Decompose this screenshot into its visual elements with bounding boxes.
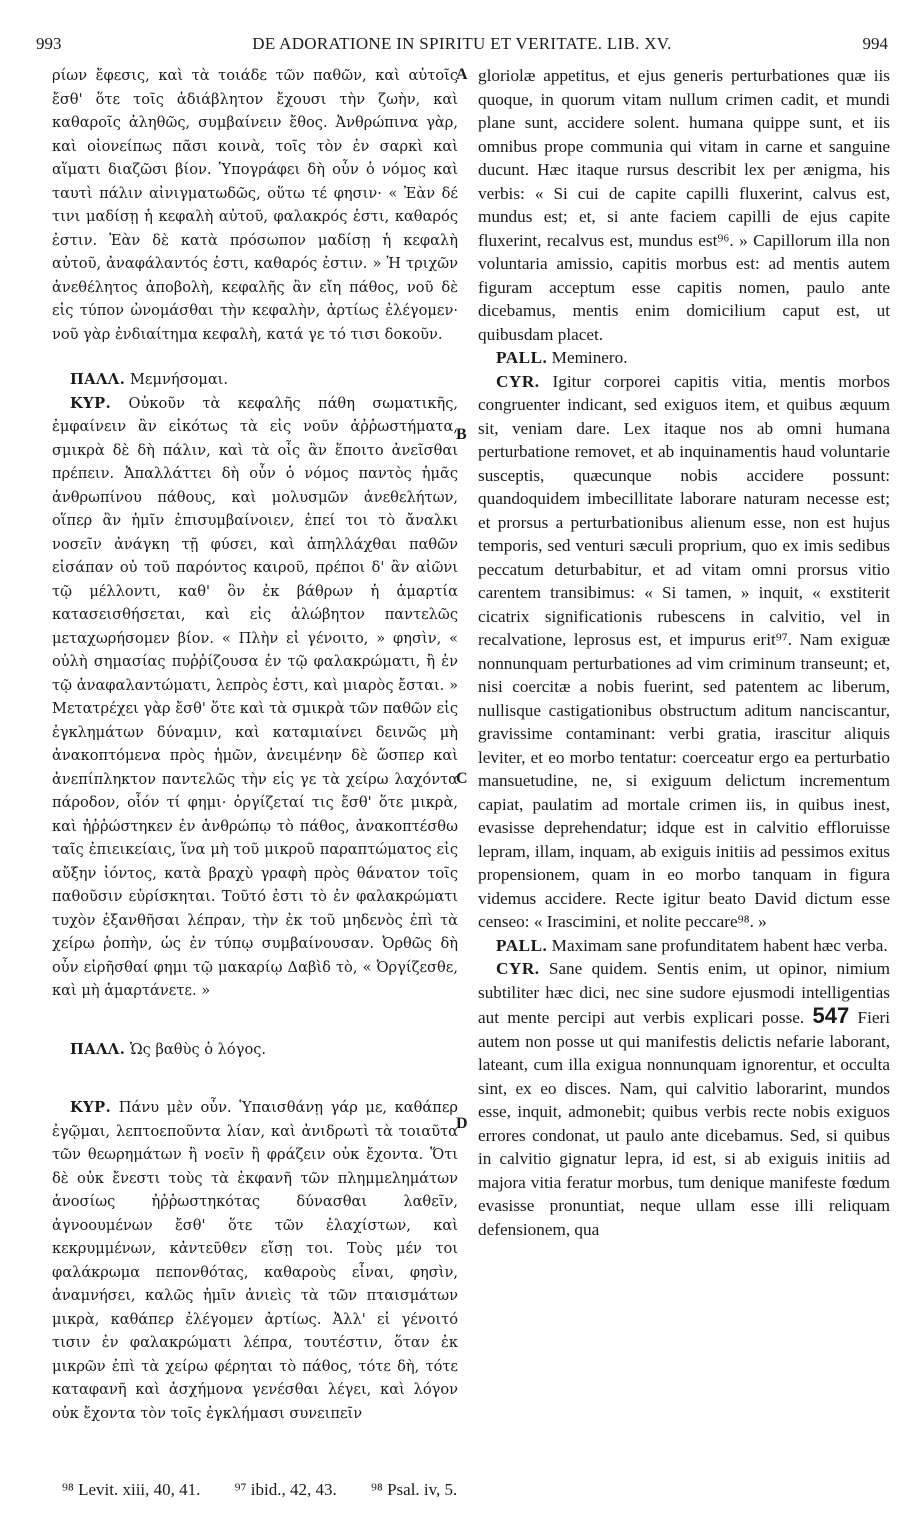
speaker-label: PALL. bbox=[496, 348, 548, 367]
footnote: ⁹⁸ Levit. xiii, 40, 41. bbox=[62, 1480, 201, 1499]
margin-letter-c: C bbox=[456, 770, 468, 787]
latin-paragraph bbox=[478, 934, 890, 958]
latin-paragraph bbox=[478, 370, 890, 934]
latin-paragraph bbox=[478, 346, 890, 370]
speaker-label: CYR. bbox=[496, 959, 540, 978]
running-title: DE ADORATIONE IN SPIRITU ET VERITATE. LIB. XV. bbox=[252, 34, 672, 53]
latin-column bbox=[478, 64, 890, 1241]
greek-text: Οὐκοῦν τὰ κεφαλῆς πάθη σωματικῆς, ἐμφαίνειν ἂν εἰκότως τὰ εἰς νοῦν ἀῤῥωστήματα, σμικρὰ δὲ δὴ πάλιν, καὶ τὰ οἷς ἂν ἕποιτο ἀνεῖσθαι πρέπειν. Ἀπαλλάττει δὴ οὖν ὁ νόμος παντὸς ἡμᾶς ἀνθρωπίνου πάθους, καὶ μολυσμῶν ἀνεθελήτων, οἵπερ ἂν ἡμῖν ἐπισυμβαίνοιεν, ἐπεί τοι τὸ ἄναλκι νοσεῖν ἀνάγκη τῇ φύσει, καὶ ἀπηλλάχθαι παθῶν εἰσάπαν οὐ τοῦ παρόντος καιροῦ, πρέποι δ' ἂν αἰῶνι τῷ μέλλοντι, καθ' ὃν ἐκ βάθρων ἡ ἁμαρτία κατασεισθήσεται, καὶ εἰς ἀλώβητον παντελῶς μεταχωρήσομεν βίον. « Πλὴν εἰ γένοιτο, » φησὶν, « οὐλὴ σημασίας πυῤῥίζουσα ἐν τῷ φαλακρώματι, ἢ ἐν τῷ ἀναφαλαντώματι, λεπρὸς ἐστι, καὶ μιαρὸς ἔσται. » Μετατρέχει γὰρ ἔσθ' ὅτε καὶ τὰ σμικρὰ τῶν παθῶν εἰς ἐγκλημάτων δύναμιν, καὶ καταμιαίνει δεινῶς μὴ ἀνακοπτόμενα πρὸς ἡμῶν, ἀνειμένην δὲ ὥσπερ καὶ ἀνεπίπληκτον παντελῶς τὴν εἰς γε τὰ χείρω λαχόντα πάροδον, οἷόν τί φημι· ὀργίζεταί τις ἔσθ' ὅτε μικρὰ, καὶ ἠῤῥώστηκεν ἐν ἀνθρώπῳ τὸ πάθος, ἀνακοπτέσθω ταῖς ἐπιεικείαις, ἵνα μὴ τοῦ μικροῦ παραπτώματος εἰς αὔξην ἰόντος, κατὰ βραχὺ γραφὴ πρὸς θάνατον τοῖς παθοῦσιν εὑρίσκηται. Τοῦτό ἐστι τὸ ἐν φαλακρώματι τυχὸν ἐξανθῆσαι λέπραν, τὴν ἐκ τοῦ μηδενὸς ἐπὶ τὰ χείρω ῥοπὴν, ὡς ἐν τύπῳ συμβαίνουσαν. Ὀρθῶς δὴ οὖν εἰρῆσθαί φημι τῷ μακαρίῳ Δαβὶδ τὸ, « Ὀργίζεσθε, καὶ μὴ ἁμαρτάνετε. » bbox=[52, 394, 459, 999]
speaker-label: ΠΑΛΛ. bbox=[70, 371, 126, 388]
column-number-marker: 547 bbox=[812, 1003, 850, 1028]
latin-text: Meminero. bbox=[551, 348, 628, 367]
latin-paragraph bbox=[478, 957, 890, 1241]
latin-paragraph: gloriolæ appetitus, et ejus generis perturbationes quæ iis quoque, in quorum vitam nullum crimen cadit, et mundi plane sunt, accidere solent. humana quippe sunt, et iis omnibus prope communia qui vitam in carne et sanguine ducunt. Hæc itaque rursus describit lex per ænigma, his verbis: « Si cui de capite capilli fluxerint, calvus est, mundus est; et, si ante faciem capilli de ejus capite fluxerint, recalvus est, mundus est⁹⁶. » Capillorum illa non voluntaria amissio, capitis morbus est: ad mentis autem figuram acceptum esse capitis nomen, paulo ante dicebamus, mentis enim domicilium caput est, ut quibusdam placet. bbox=[478, 66, 890, 344]
greek-column bbox=[52, 64, 458, 1425]
speaker-label: CYR. bbox=[496, 371, 540, 391]
greek-text: Μεμνήσομαι. bbox=[129, 371, 229, 388]
greek-paragraph bbox=[52, 1038, 458, 1062]
greek-paragraph: ρίων ἔφεσις, καὶ τὰ τοιάδε τῶν παθῶν, καὶ αὐτοῖς ἔσθ' ὅτε τοῖς ἀδιάβλητον ἔχουσι τὴν ζωὴν, καὶ καθαροῖς ἀληθῶς, συμβαίνειν ἔθος. Ἀνθρώπινα γὰρ, καὶ οἰονείπως πᾶσι κοινὰ, τοῖς τὸν ἐν σαρκὶ καὶ αἵματι διαζῶσι βίον. Ὑπογράφει δὴ οὖν ὁ νόμος καὶ ταυτὶ πάλιν αἰνιγματωδῶς, οὕτω τέ φησιν· « Ἐὰν δέ τινι μαδίσῃ ἡ κεφαλὴ αὐτοῦ, φαλακρός ἐστι, καθαρός ἐστιν. Ἐὰν δὲ κατὰ πρόσωπον μαδίσῃ ἡ κεφαλὴ αὐτοῦ, ἀναφάλαντός ἐστι, καθαρός ἐστιν. » Ἡ τριχῶν ἀνεθέλητος ἀποβολὴ, κεφαλῆς ἂν εἴη πάθος, νοῦ δὲ εἰς τύπον ὠνομάσθαι τὴν κεφαλὴν, ἀρτίως ἐλέγομεν· νοῦ γὰρ ἐνδιαίτημα κεφαλὴ, κατά γε τό τισι δοκοῦν. bbox=[52, 67, 458, 343]
latin-text: Igitur corporei capitis vitia, mentis morbos congruenter indicant, sed exiguos item, et quibus æquum sit, veniam dare. Lex itaque nos ab omni humana perturbatione removet, et ab inquinamentis haud voluntarie susceptis, quæcunque nobis accidere possunt: quandoquidem imbecillitate laborare naturam necesse est; et prorsus a perturbationibus alienum esse, non est hujus temporis, sed venturi sæculi proprium, quo ex imis sedibus peccatum deturbabitur, et ad vitam omni prorsus vitio carentem transibimus: « Si tamen, » inquit, « exstiterit cicatrix significationis rubescens in calvitio, vel in recalvatione, leprosus est, et impurus erit⁹⁷. Nam exiguæ nonnunquam perturbationes ad vim criminum transeunt; et, nisi coercitæ a nobis fuerint, sed patentem ac liberum, nullisque castigationibus obstructum aditum nanciscantur, gravissime contaminant: verbi gratia, irascitur aliquis leviter, et eo morbo tentatur: coerceatur ergo ea perturbatio mansuetudine, ne, si exiguum delictum incrementum capiat, paulatim ad mortale crimen iis, in quibus inest, evasisse deprehendatur; idque est in calvitio effloruisse lepram, illam, inquam, ab exiguis initiis ad pessimos exitus propensionem, quam in eo morbo tanquam in figura videmus accidere. Recte igitur beato David dictum esse censeo: « Irascimini, et nolite peccare⁹⁸. » bbox=[478, 371, 890, 931]
margin-letter-b: B bbox=[456, 426, 467, 443]
greek-text: Ὡς βαθὺς ὁ λόγος. bbox=[129, 1040, 267, 1058]
speaker-label: ΚΥΡ. bbox=[70, 1099, 112, 1116]
greek-paragraph bbox=[52, 392, 458, 1003]
speaker-label: ΚΥΡ. bbox=[70, 394, 112, 412]
latin-text: Sane quidem. Sentis enim, ut opinor, nimium subtiliter hæc dici, nec sine sudore ejusmodi intelligentias aut mente percipi aut verbis explicari posse. bbox=[478, 959, 890, 1027]
latin-text: Maximam sane profunditatem habent hæc verba. bbox=[551, 935, 888, 955]
footnotes bbox=[62, 1480, 882, 1500]
page-number-right: 994 bbox=[862, 34, 888, 53]
running-header bbox=[36, 34, 888, 56]
speaker-label: PALL. bbox=[496, 935, 548, 955]
speaker-label: ΠΑΛΛ. bbox=[70, 1040, 126, 1058]
margin-letter-d: D bbox=[456, 1115, 468, 1132]
page-number-left: 993 bbox=[36, 34, 62, 53]
footnote: ⁹⁷ ibid., 42, 43. bbox=[234, 1480, 337, 1499]
greek-text: Πάνυ μὲν οὖν. Ὑπαισθάνῃ γάρ με, καθάπερ ἐγῷμαι, λεπτοεποῦντα λίαν, καὶ ἀνιδρωτὶ τὰ τοιαῦτα τῶν θεωρημάτων ἢ νοεῖν ἢ φράζειν οὐκ ἔχοντα. Ὅτι δὲ οὐκ ἔνεστι τοὺς τὰ ἐκφανῆ τῶν πλημμελημάτων ἀνοσίως ἠῤῥωστηκότας δύνασθαι λαθεῖν, ἀγνοουμένων ἔσθ' ὅτε τῶν ἐλαχίστων, καὶ κεκρυμμένων, κἀντεῦθεν εἴσῃ τοι. Τοὺς μέν τοι φαλάκρωμα πεπονθότας, καθαροὺς εἶναι, φησὶν, ἀναμνήσει, καλῶς ἡμῖν ἀνιεὶς τὰ τῶν πταισμάτων μικρὰ, καθάπερ ἐλέγομεν ἀρτίως. Ἀλλ' εἰ γένοιτό τισιν ἐν φαλακρώματι λέπρα, τουτέστιν, ὅταν ἐκ μικρῶν ἐπὶ τὰ χείρω φέρηται τὸ πάθος, τότε δὴ, τότε καταφανῆ καὶ ἀσχήμονα γενέσθαι λέγει, καὶ λόγον οὐκ ἔχοντα τὸν τοῖς ἐγκλήμασι συνειπεῖν bbox=[52, 1099, 458, 1422]
greek-paragraph bbox=[52, 368, 458, 392]
latin-text: Fieri autem non posse ut qui manifestis delictis nefarie laborant, lateant, cum illa exigua nonnunquam ignorentur, et occulta sint, ex eo disces. Nam, qui calvitio laborarint, mundos esse, inquit, admonebit; quibus verbis recte nobis exiguos errores condonat, ut paulo ante dicebamus. Sed, si quibus in calvitio gignatur lepra, id est, si ab exiguis initiis ad majora vitia feratur morbus, tum denique manifeste fœdum evasisse pronuntiat, neque ullam esse illi reliquam defensionem, qua bbox=[478, 1008, 891, 1239]
margin-letter-a: A bbox=[456, 66, 468, 83]
footnote: ⁹⁸ Psal. iv, 5. bbox=[370, 1480, 458, 1499]
greek-paragraph bbox=[52, 1096, 458, 1425]
